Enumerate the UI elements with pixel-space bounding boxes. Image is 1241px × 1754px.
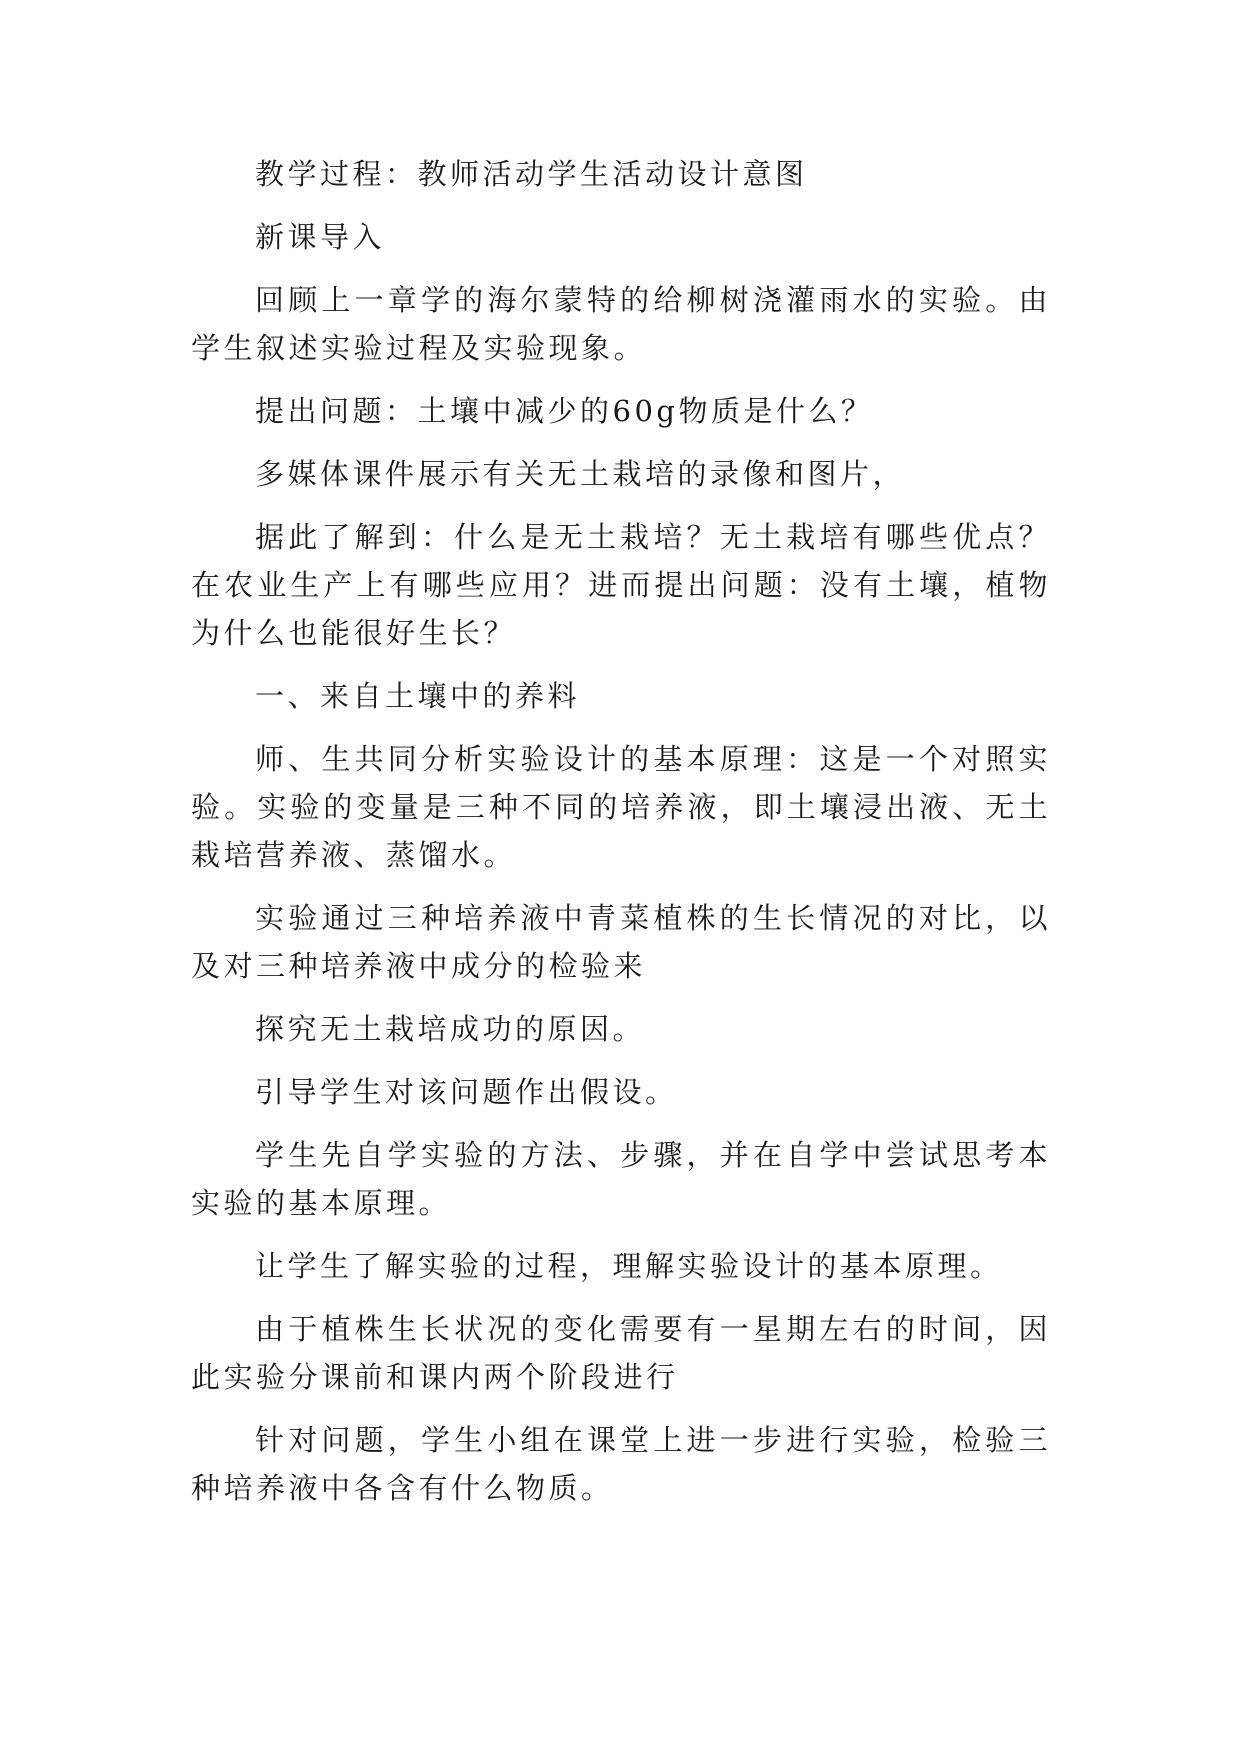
paragraph-new-lesson-intro: 新课导入 (255, 220, 386, 254)
paragraph-experiment-principle: 师、生共同分析实验设计的基本原理：这是一个对照实验。实验的变量是三种不同的培养液，即土壤浸出液、无土栽培营养液、蒸馏水。 (191, 742, 1051, 872)
section-heading-soil-nutrients: 一、来自土壤中的养料 (255, 679, 581, 713)
paragraph-multimedia: 多媒体课件展示有关无土栽培的录像和图片， (255, 457, 906, 491)
paragraph-review-experiment: 回顾上一章学的海尔蒙特的给柳树浇灌雨水的实验。由学生叙述实验过程及实验现象。 (191, 283, 1051, 365)
paragraph-teaching-process: 教学过程：教师活动学生活动设计意图 (255, 157, 808, 191)
document-body (191, 150, 1051, 1527)
paragraph-group-experiment: 针对问题，学生小组在课堂上进一步进行实验，检验三种培养液中各含有什么物质。 (191, 1423, 1051, 1505)
paragraph-hypothesis: 引导学生对该问题作出假设。 (255, 1075, 678, 1109)
paragraph-experiment-stages: 由于植株生长状况的变化需要有一星期左右的时间，因此实验分课前和课内两个阶段进行 (191, 1312, 1051, 1394)
paragraph-experiment-comparison: 实验通过三种培养液中青菜植株的生长情况的对比，以及对三种培养液中成分的检验来 (191, 901, 1051, 983)
paragraph-question: 提出问题：土壤中减少的60g物质是什么？ (255, 394, 874, 428)
paragraph-explore-reason: 探究无土栽培成功的原因。 (255, 1012, 646, 1046)
paragraph-understand-process: 让学生了解实验的过程，理解实验设计的基本原理。 (255, 1249, 1003, 1283)
paragraph-soilless-cultivation: 据此了解到：什么是无土栽培？无土栽培有哪些优点？在农业生产上有哪些应用？进而提出问题：没有土壤，植物为什么也能很好生长？ (191, 520, 1051, 650)
paragraph-self-study: 学生先自学实验的方法、步骤，并在自学中尝试思考本实验的基本原理。 (191, 1138, 1051, 1220)
